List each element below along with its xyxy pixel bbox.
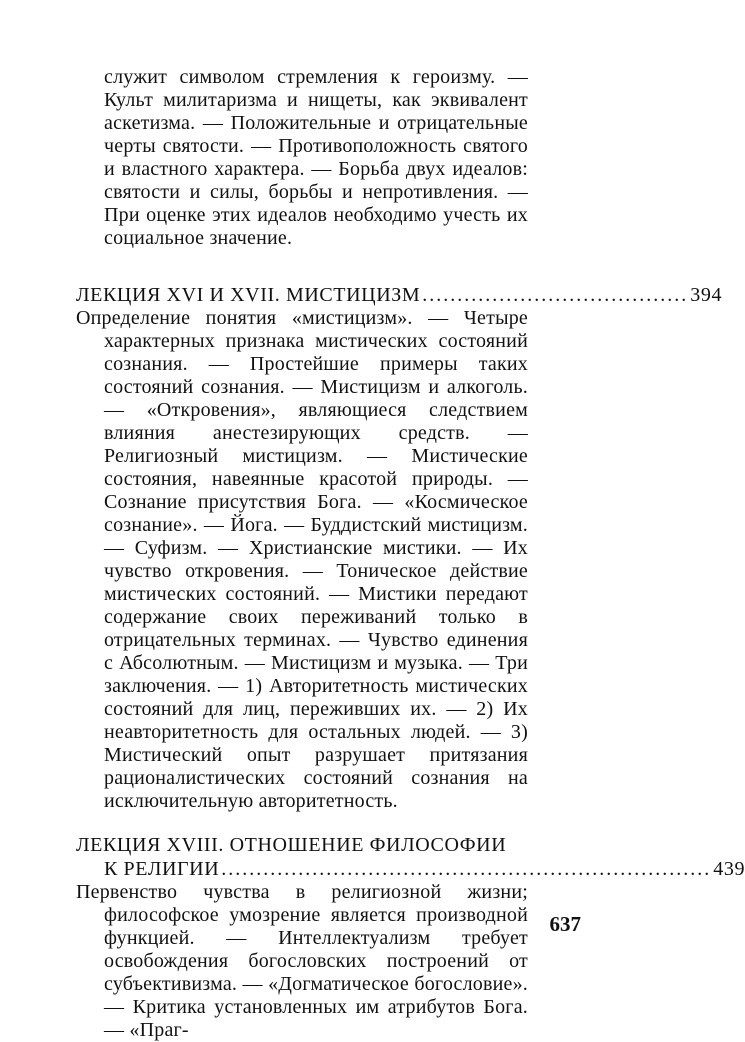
page-number: 637 [549, 912, 581, 936]
dot-leader: ...................................................................... [221, 858, 712, 880]
dot-leader: ...................................... [422, 284, 689, 306]
section-title: ЛЕКЦИЯ XVI И XVII. МИСТИЦИЗМ [76, 284, 421, 306]
spacer [76, 250, 528, 283]
section-title-line1: ЛЕКЦИЯ XVIII. ОТНОШЕНИЕ ФИЛОСОФИИ [76, 834, 507, 856]
section-heading-philosophy [76, 857, 745, 881]
intro-paragraph: служит символом стремления к героизму. — Культ милитаризма и нищеты, как эквивалент аскетизма. — Положительные и отрицательные черты святости. — Противоположность святого и властного характера. — Борьба двух идеалов: святости и силы, борьбы и непротивления. — При оценке этих идеалов необходимо учесть их социальное значение. [104, 66, 528, 249]
section-description: Первенство чувства в религиозной жизни; философское умозрение является производной функцией. — Интеллектуализм требует освобождения богословских построений от субъективизма. — «Догматическое богословие». — Критика установленных им атрибутов Бога. — «Праг- [76, 881, 528, 1041]
section-description: Определение понятия «мистицизм». — Четыре характерных признака мистических состояний сознания. — Простейшие примеры таких состояний сознания. — Мистицизм и алкоголь. — «Откровения», являющиеся следствием влияния анестезирующих средств. — Религиозный мистицизм. — Мистические состояния, навеянные красотой природы. — Сознание присутствия Бога. — «Космическое сознание». — Йога. — Буддистский мистицизм. — Суфизм. — Христианские мистики. — Их чувство откровения. — Тоническое действие мистических состояний. — Мистики передают содержание своих переживаний только в отрицательных терминах. — Чувство единения с Абсолютным. — Мистицизм и музыка. — Три заключения. — 1) Авторитетность мистических состояний для лиц, переживших их. — 2) Их неавторитетность для остальных людей. — 3) Мистический опыт разрушает притязания рационалистических состояний сознания на исключительную авторитетность. [76, 307, 528, 812]
section-title-line2: К РЕЛИГИИ [104, 858, 220, 880]
section-page-number: 394 [690, 284, 723, 306]
section-page-number: 439 [713, 858, 745, 880]
spacer [76, 813, 528, 833]
section-heading-mysticism [76, 283, 723, 307]
